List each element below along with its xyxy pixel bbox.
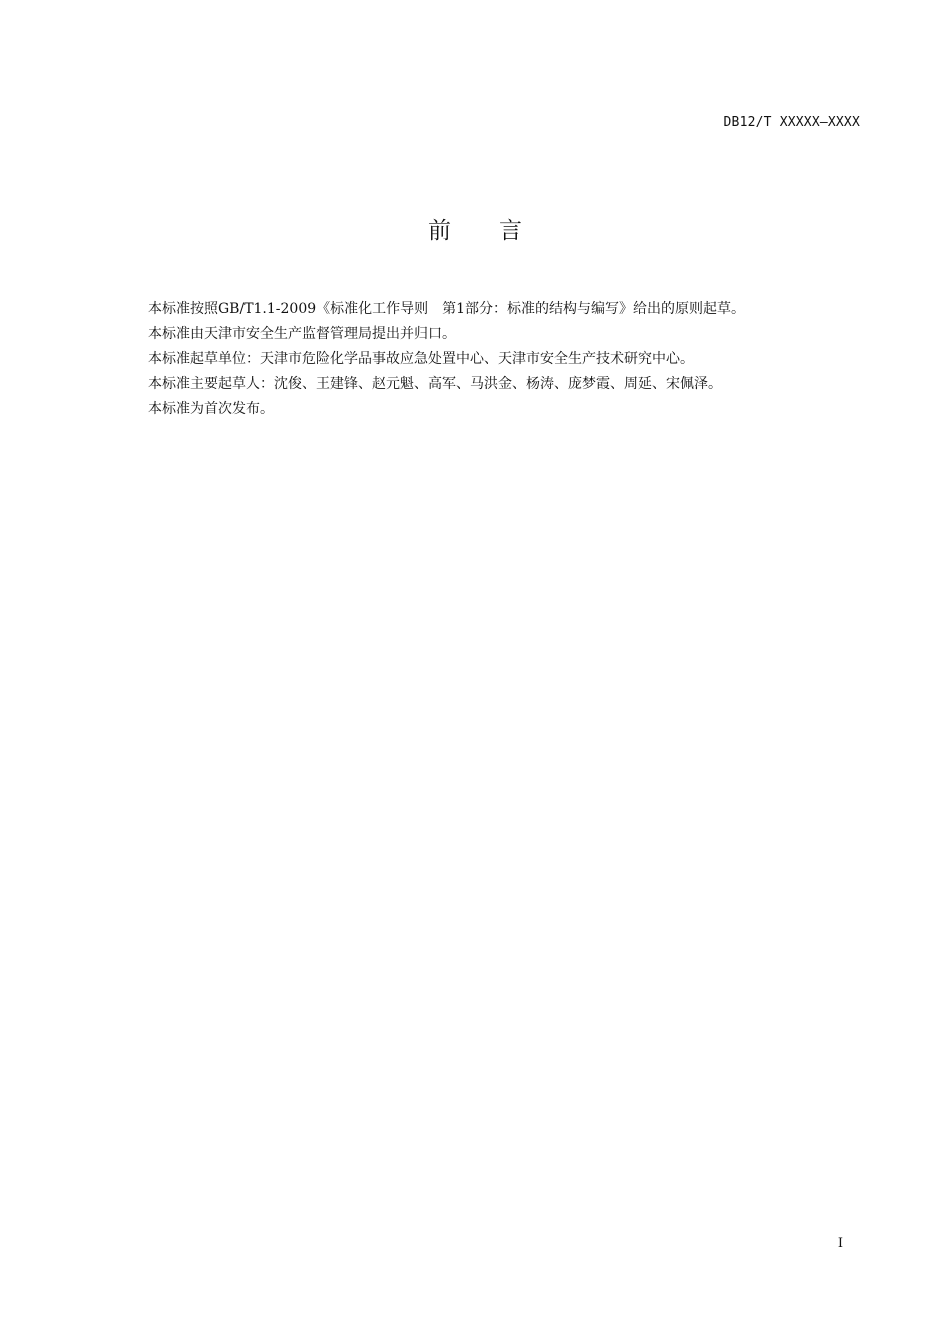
- paragraph-proposer: 本标准由天津市安全生产监督管理局提出并归口。: [148, 326, 456, 342]
- page-title: [0, 212, 950, 245]
- foreword-body: [148, 297, 860, 422]
- title-char-2: 言: [499, 218, 522, 244]
- paragraph-drafting-units: 本标准起草单位：天津市危险化学品事故应急处置中心、天津市安全生产技术研究中心。: [148, 351, 694, 367]
- title-char-1: 前: [428, 218, 451, 244]
- paragraph-first-release: 本标准为首次发布。: [148, 401, 274, 417]
- paragraph-main-drafters: 本标准主要起草人：沈俊、王建锋、赵元魁、高军、马洪金、杨涛、庞梦霞、周延、宋佩泽。: [148, 376, 722, 392]
- paragraph-drafting-rules: 本标准按照GB/T1.1-2009《标准化工作导则 第1部分：标准的结构与编写》给出的原则起草。: [148, 301, 746, 317]
- page-number: I: [837, 1236, 843, 1251]
- document-code: DB12/T XXXXX—XXXX: [723, 115, 860, 130]
